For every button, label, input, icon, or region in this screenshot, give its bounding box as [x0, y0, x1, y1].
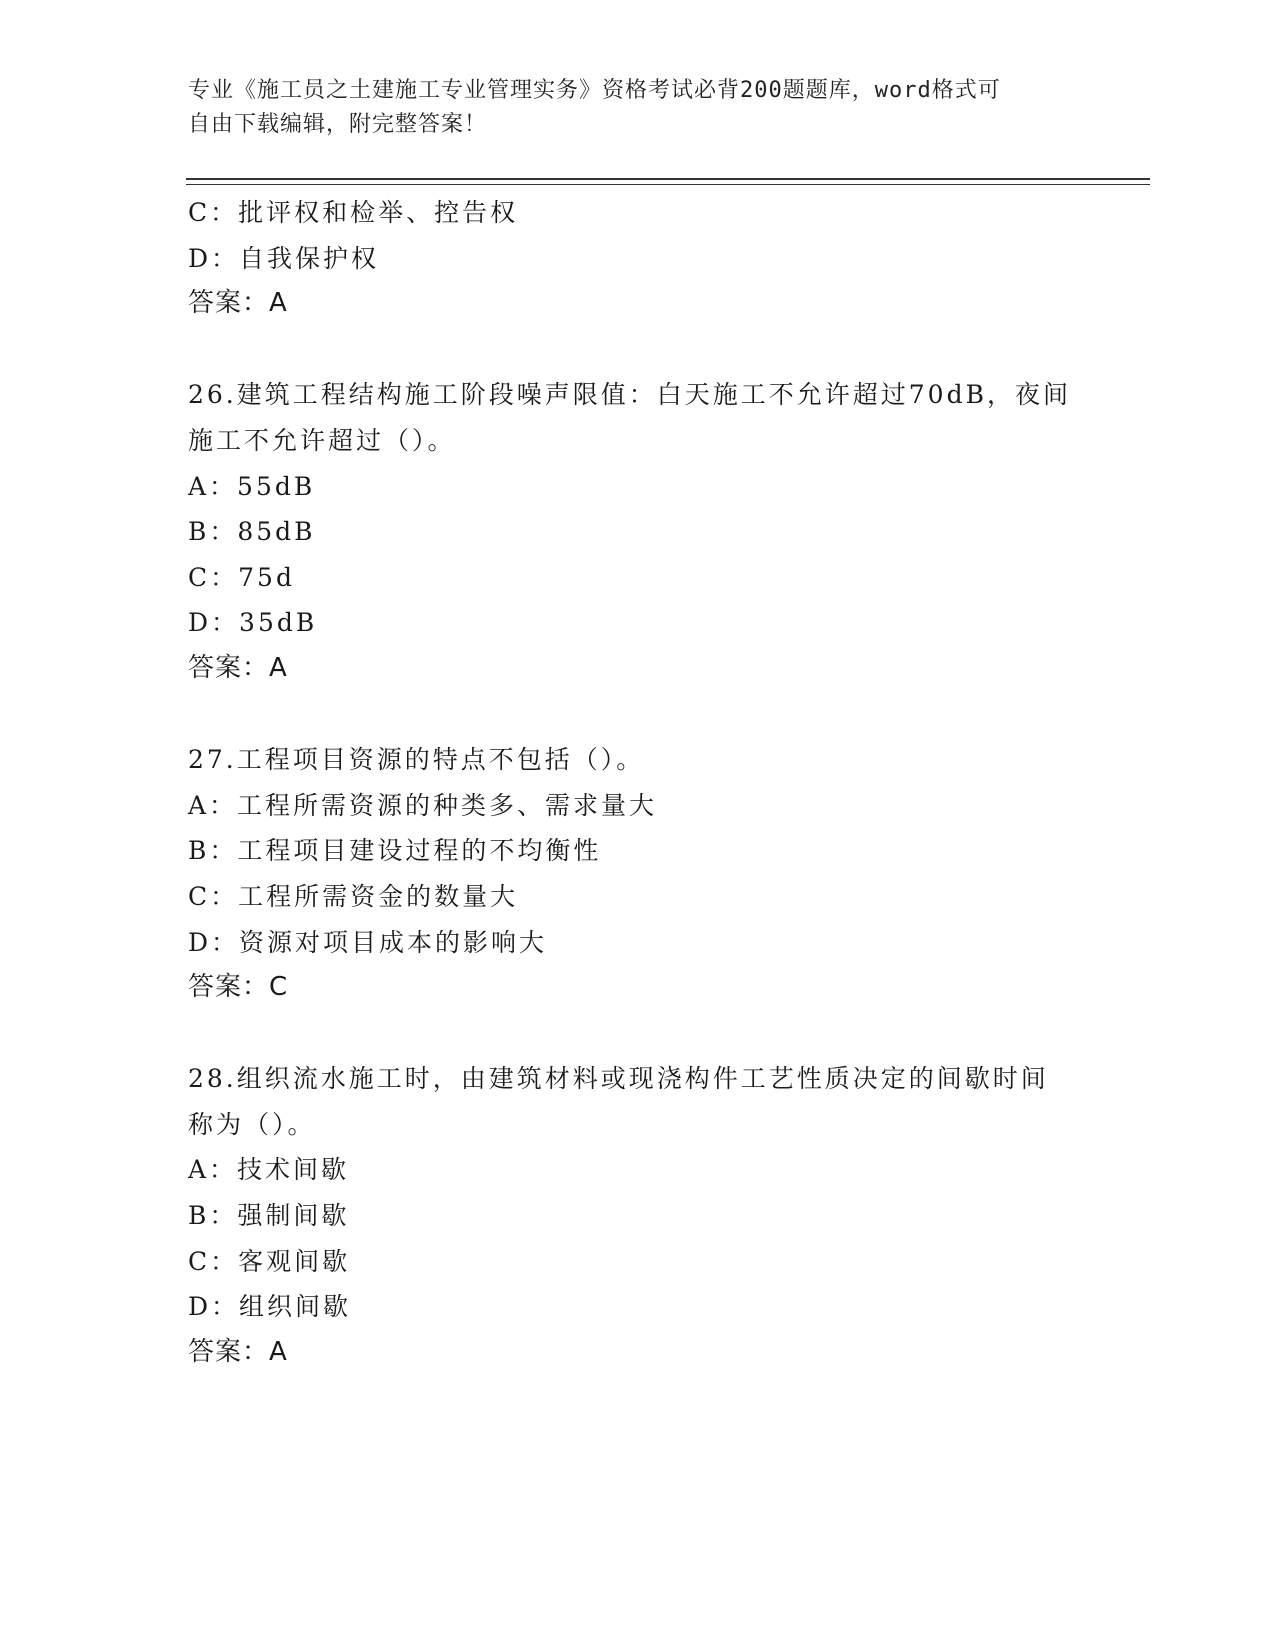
question-list [188, 190, 1088, 1375]
question-27 [188, 737, 1088, 1011]
option-a: A：55dB [188, 471, 316, 501]
option-c: C：客观间歇 [188, 1246, 351, 1276]
option-d: D：组织间歇 [188, 1292, 352, 1322]
question-26 [188, 372, 1088, 691]
option-b: B：85dB [188, 517, 316, 547]
option-a: A：工程所需资源的种类多、需求量大 [188, 790, 658, 820]
answer: 答案：A [188, 652, 288, 683]
option-c: C：75d [188, 562, 295, 592]
question-25-tail [188, 190, 1088, 327]
spacer [188, 327, 1088, 373]
option-b: B：强制间歇 [188, 1201, 350, 1231]
answer: 答案：A [188, 1336, 288, 1367]
option-b: B：工程项目建设过程的不均衡性 [188, 836, 602, 866]
question-stem-continued: 施工不允许超过（）。 [188, 425, 456, 455]
question-stem: 27.工程项目资源的特点不包括（）。 [188, 745, 645, 775]
header-rule-thin [186, 184, 1150, 185]
question-stem: 28.组织流水施工时，由建筑材料或现浇构件工艺性质决定的间歇时间 [188, 1064, 1049, 1094]
option-d: D：35dB [188, 608, 318, 638]
option-c: C：工程所需资金的数量大 [188, 881, 519, 911]
answer: 答案：C [188, 972, 289, 1003]
answer: 答案：A [188, 288, 288, 319]
spacer [188, 1011, 1088, 1057]
option-d: D：资源对项目成本的影响大 [188, 927, 548, 957]
question-stem: 26.建筑工程结构施工阶段噪声限值：白天施工不允许超过70dB，夜间 [188, 380, 1071, 410]
document-header [188, 74, 1088, 142]
question-28 [188, 1056, 1088, 1375]
option-a: A：技术间歇 [188, 1155, 350, 1185]
header-line-1: 专业《施工员之土建施工专业管理实务》资格考试必背200题题库，word格式可 [188, 78, 1001, 103]
option-d: D：自我保护权 [188, 243, 380, 273]
spacer [188, 692, 1088, 738]
option-c: C：批评权和检举、控告权 [188, 198, 519, 227]
question-stem-continued: 称为（）。 [188, 1109, 316, 1139]
header-rule-thick [186, 178, 1150, 180]
header-line-2: 自由下载编辑，附完整答案！ [188, 112, 488, 137]
